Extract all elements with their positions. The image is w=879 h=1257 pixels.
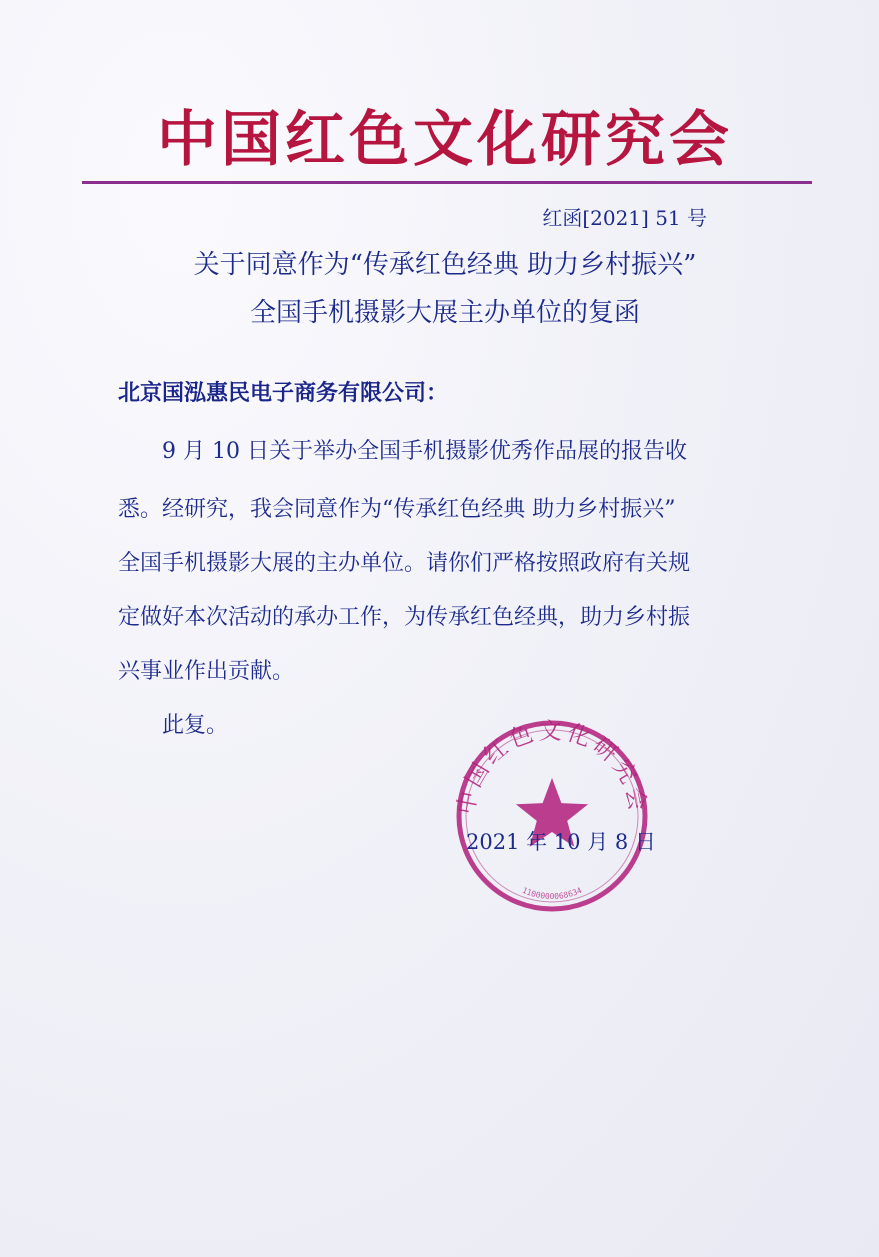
closing: 此复。 [162, 713, 229, 738]
body-line-4: 定做好本次活动的承办工作，为传承红色经典，助力乡村振 [118, 605, 691, 630]
body-line-3: 全国手机摄影大展的主办单位。请你们严格按照政府有关规 [118, 551, 691, 576]
seal-text: 中国红色文化研究会 [453, 718, 651, 817]
document-number: 红函[2021] 51 号 [542, 206, 707, 230]
body-line-2: 悉。经研究，我会同意作为“传承红色经典 助力乡村振兴” [118, 497, 676, 522]
header-divider [82, 181, 812, 184]
body-line-1: 9 月 10 日关于举办全国手机摄影优秀作品展的报告收 [162, 439, 687, 464]
recipient: 北京国泓惠民电子商务有限公司： [118, 381, 449, 406]
subject-line-2: 全国手机摄影大展主办单位的复函 [249, 298, 640, 328]
official-seal [452, 716, 652, 916]
issue-date: 2021 年 10 月 8 日 [466, 830, 656, 854]
seal-serial: 1100000068634 [520, 885, 584, 902]
body-line-5: 兴事业作出贡献。 [118, 659, 295, 684]
seal-graphic [452, 716, 652, 916]
org-title: 中国红色文化研究会 [157, 105, 733, 175]
subject-line-1: 关于同意作为“传承红色经典 助力乡村振兴” [193, 250, 697, 280]
